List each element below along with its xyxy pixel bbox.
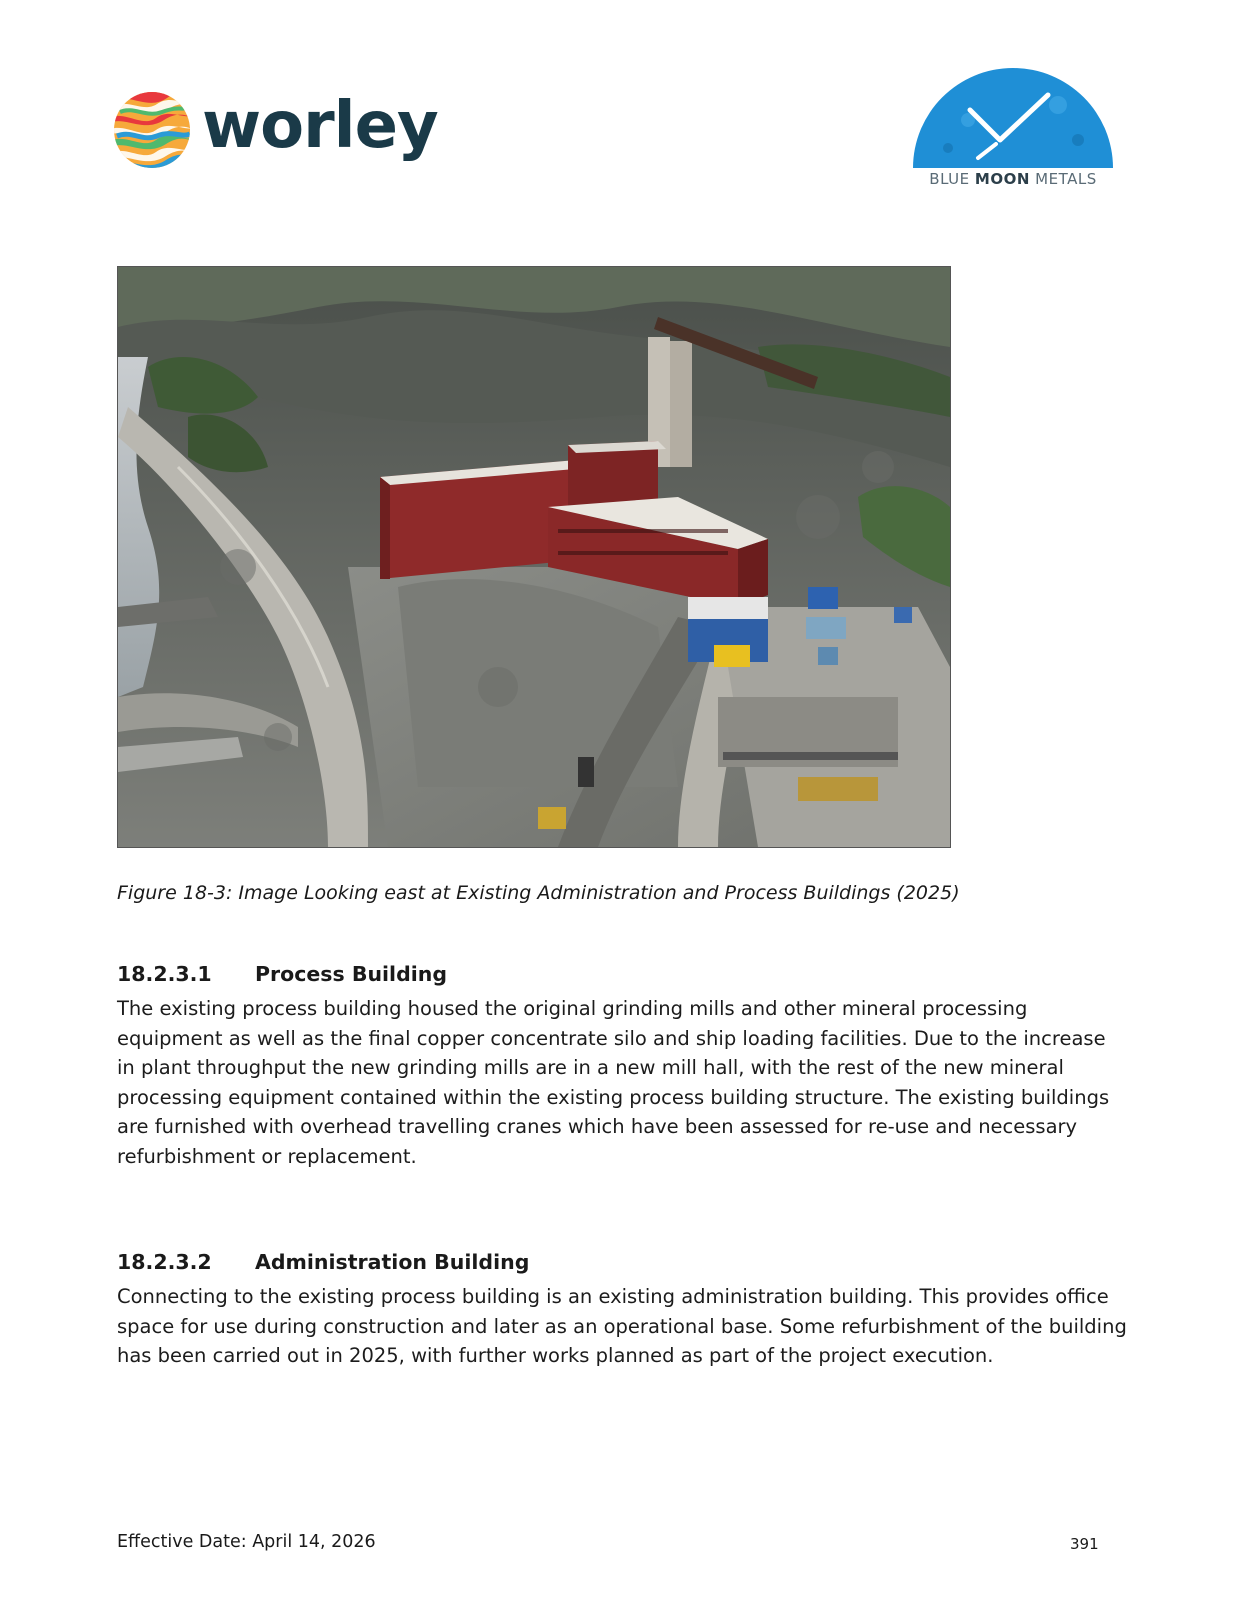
section-administration-building bbox=[117, 1250, 1127, 1371]
aerial-photo bbox=[117, 266, 951, 848]
section-number: 18.2.3.1 bbox=[117, 962, 212, 986]
blue-moon-wordmark-metals: METALS bbox=[1029, 170, 1097, 188]
footer-effective-date: Effective Date: April 14, 2026 bbox=[117, 1532, 376, 1552]
blue-moon-wordmark-blue: BLUE bbox=[929, 170, 975, 188]
section-process-building bbox=[117, 962, 1127, 1171]
footer-page-number: 391 bbox=[1070, 1535, 1099, 1553]
section-title: Administration Building bbox=[255, 1250, 530, 1274]
aerial-photo-process-buildings bbox=[118, 267, 950, 847]
section-heading bbox=[117, 1250, 1127, 1274]
section-body: Connecting to the existing process building is an existing administration building. This provides office space for use during construction and later as an operational base. Some refurbishment of the building has been carried out in 2025, with further works planned as part of the project execution. bbox=[117, 1285, 1127, 1367]
section-number: 18.2.3.2 bbox=[117, 1250, 212, 1274]
blue-moon-wordmark bbox=[908, 170, 1118, 188]
figure-caption: Figure 18-3: Image Looking east at Existing Administration and Process Buildings (2025) bbox=[117, 882, 960, 904]
worley-logo bbox=[112, 90, 452, 176]
blue-moon-logo-icon bbox=[908, 60, 1118, 172]
blue-moon-metals-logo bbox=[908, 60, 1118, 195]
section-title: Process Building bbox=[255, 962, 448, 986]
section-heading bbox=[117, 962, 1127, 986]
worley-swirl-logo-icon bbox=[112, 90, 192, 170]
worley-wordmark: worley bbox=[202, 89, 438, 163]
blue-moon-wordmark-moon: MOON bbox=[974, 170, 1030, 188]
section-body: The existing process building housed the original grinding mills and other mineral processing equipment as well as the final copper concentrate silo and ship loading facilities. Due to the increase in plant throughput the new grinding mills are in a new mill hall, with the rest of the new mineral processing equipment contained within the existing process building structure. The existing buildings are furnished with overhead travelling cranes which have been assessed for re-use and necessary refurbishment or replacement. bbox=[117, 997, 1110, 1168]
